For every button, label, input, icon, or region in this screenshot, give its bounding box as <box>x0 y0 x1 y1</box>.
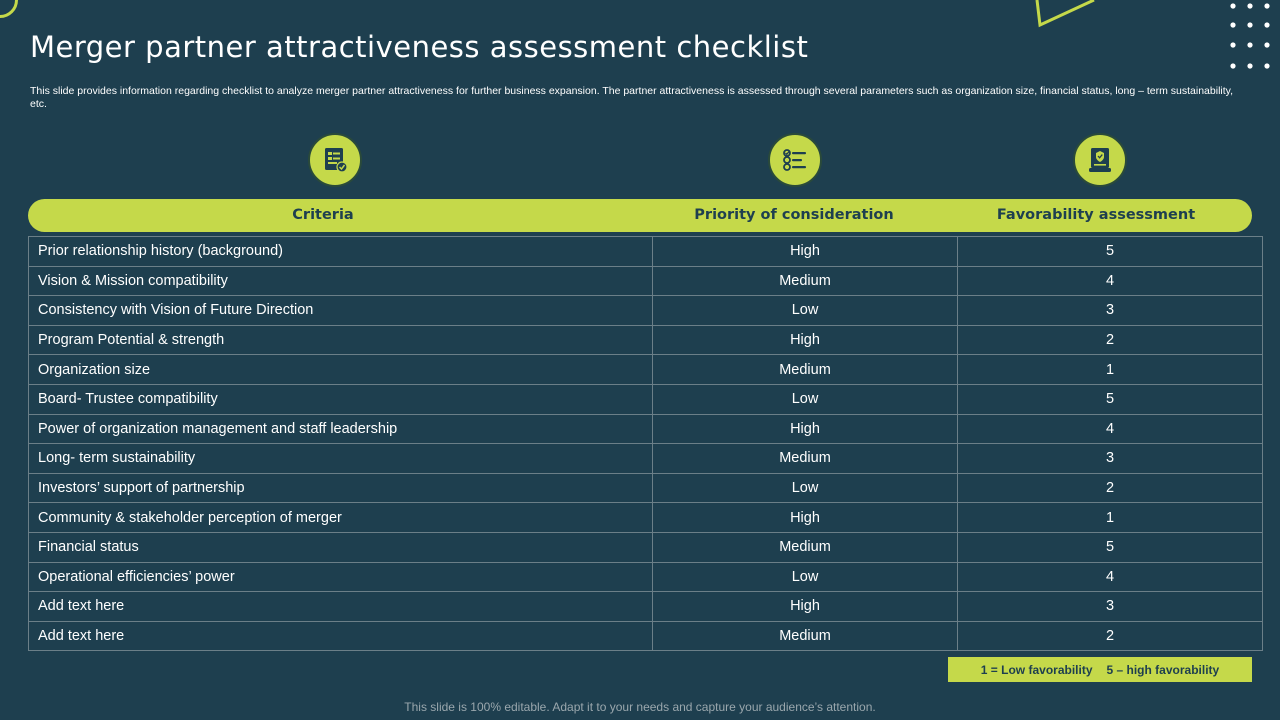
cell-criteria: Add text here <box>29 592 653 622</box>
slide-description: This slide provides information regarding checklist to analyze merger partner attractiveness for further business expansion. The partner attractiveness is assessed through several parameters such as organization size, financial status, long – term sustainability, etc. <box>30 85 1234 110</box>
cell-priority: Low <box>653 384 958 414</box>
cell-favorability: 4 <box>958 266 1263 296</box>
cell-priority: High <box>653 414 958 444</box>
decorative-dot-grid <box>1224 0 1280 76</box>
cell-priority: Medium <box>653 621 958 651</box>
cell-priority: Medium <box>653 444 958 474</box>
legend-high: 5 – high favorability <box>1106 662 1220 677</box>
cell-favorability: 2 <box>958 473 1263 503</box>
table-row <box>29 237 1263 267</box>
table-row <box>29 562 1263 592</box>
cell-criteria: Program Potential & strength <box>29 325 653 355</box>
cell-favorability: 2 <box>958 325 1263 355</box>
cell-priority: High <box>653 237 958 267</box>
table-row <box>29 592 1263 622</box>
cell-priority: High <box>653 325 958 355</box>
cell-criteria: Community & stakeholder perception of merger <box>29 503 653 533</box>
table-row <box>29 444 1263 474</box>
header-priority: Priority of consideration <box>694 207 894 223</box>
certificate-icon <box>1073 133 1127 187</box>
criteria-table <box>28 236 1263 651</box>
cell-criteria: Power of organization management and staff leadership <box>29 414 653 444</box>
cell-favorability: 5 <box>958 237 1263 267</box>
cell-criteria: Financial status <box>29 532 653 562</box>
cell-favorability: 3 <box>958 444 1263 474</box>
cell-priority: Medium <box>653 532 958 562</box>
table-header-bar <box>28 199 1252 232</box>
cell-criteria: Board- Trustee compatibility <box>29 384 653 414</box>
cell-criteria: Vision & Mission compatibility <box>29 266 653 296</box>
cell-criteria: Long- term sustainability <box>29 444 653 474</box>
cell-criteria: Organization size <box>29 355 653 385</box>
cell-priority: Low <box>653 296 958 326</box>
table-row <box>29 266 1263 296</box>
table-row <box>29 621 1263 651</box>
header-favorability: Favorability assessment <box>996 207 1196 223</box>
cell-favorability: 1 <box>958 503 1263 533</box>
cell-priority: Low <box>653 473 958 503</box>
favorability-legend <box>948 657 1252 682</box>
table-row <box>29 355 1263 385</box>
table-row <box>29 325 1263 355</box>
cell-priority: Medium <box>653 266 958 296</box>
cell-favorability: 1 <box>958 355 1263 385</box>
table-row <box>29 384 1263 414</box>
cell-criteria: Prior relationship history (background) <box>29 237 653 267</box>
cell-favorability: 4 <box>958 562 1263 592</box>
header-criteria: Criteria <box>292 207 354 223</box>
legend-low: 1 = Low favorability <box>980 662 1093 677</box>
decorative-circle <box>0 0 18 18</box>
cell-priority: High <box>653 592 958 622</box>
document-checklist-icon <box>308 133 362 187</box>
table-row <box>29 414 1263 444</box>
table-row <box>29 473 1263 503</box>
footer-note: This slide is 100% editable. Adapt it to your needs and capture your audience’s attention. <box>404 700 876 714</box>
cell-criteria: Investors’ support of partnership <box>29 473 653 503</box>
cell-priority: High <box>653 503 958 533</box>
cell-criteria: Consistency with Vision of Future Direction <box>29 296 653 326</box>
cell-priority: Medium <box>653 355 958 385</box>
table-row <box>29 296 1263 326</box>
table-row <box>29 532 1263 562</box>
slide-title: Merger partner attractiveness assessment checklist <box>30 30 809 64</box>
cell-favorability: 3 <box>958 296 1263 326</box>
cell-favorability: 5 <box>958 384 1263 414</box>
cell-favorability: 5 <box>958 532 1263 562</box>
cell-priority: Low <box>653 562 958 592</box>
cell-favorability: 2 <box>958 621 1263 651</box>
table-row <box>29 503 1263 533</box>
cell-favorability: 3 <box>958 592 1263 622</box>
list-checklist-icon <box>768 133 822 187</box>
cell-criteria: Add text here <box>29 621 653 651</box>
decorative-triangle <box>1034 0 1104 30</box>
cell-favorability: 4 <box>958 414 1263 444</box>
cell-criteria: Operational efficiencies’ power <box>29 562 653 592</box>
